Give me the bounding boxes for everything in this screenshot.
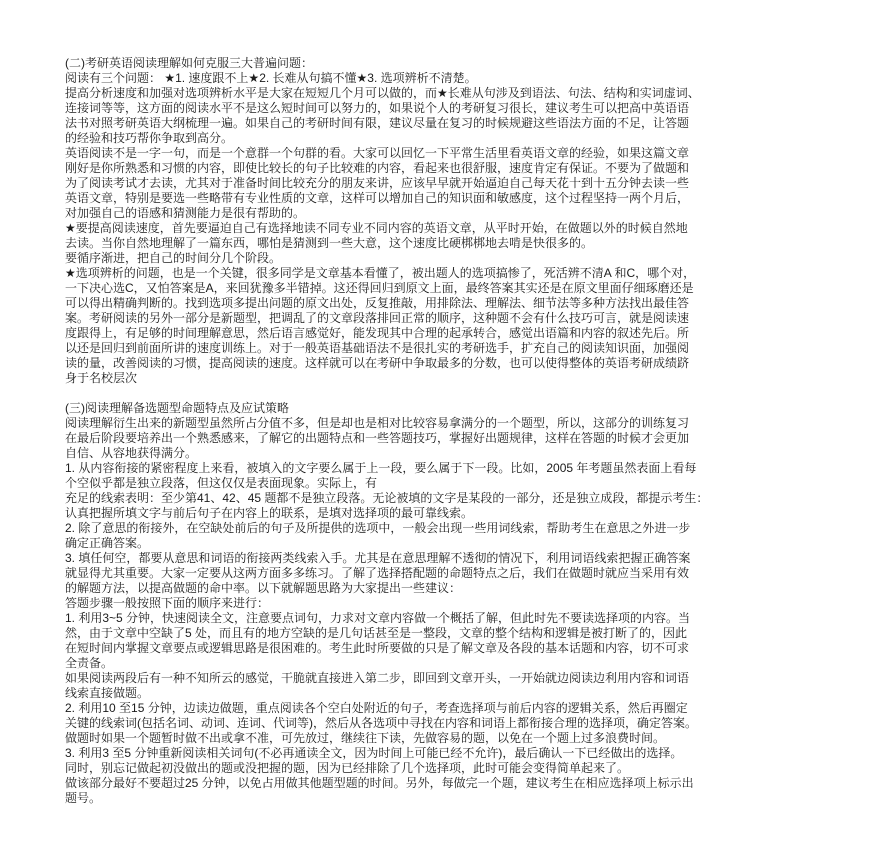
text-line: 就显得尤其重要。大家一定要从这两方面多多练习。了解了选择搭配题的命题特点之后，我们在做题时就应当采用有效 <box>65 566 690 580</box>
section-2-reading-problems <box>65 56 815 386</box>
text-line: 案。考研阅读的另外一部分是新题型，把调乱了的文章段落排回正常的顺序，这种题不会有什么技巧可言，就是阅读速 <box>65 311 690 325</box>
text-line: 题号。 <box>65 791 102 805</box>
text-line: 全责备。 <box>65 656 114 670</box>
text-line: (二)考研英语阅读理解如何克服三大普遍问题： <box>65 56 313 70</box>
text-line: 认真把握所填文字与前后句子在内容上的联系，是填对选择项的最可靠线索。 <box>65 506 474 520</box>
text-line: 去读。当你自然地理解了一篇东西，哪怕是猜测到一些大意，这个速度比硬梆梆地去啃是快很多的。 <box>65 236 594 250</box>
text-line: 可以得出精确判断的。找到选项多提出问题的原文出处，反复推敲，用排除法、理解法、细节法等多种方法找出最佳答 <box>65 296 690 310</box>
text-line: 3. 填任何空，都要从意思和词语的衔接两类线索入手。尤其是在意思理解不透彻的情况下，利用词语线索把握正确答案 <box>65 551 691 565</box>
text-line: 自信、从容地获得满分。 <box>65 446 198 460</box>
text-line: 连接词等等，这方面的阅读水平不是这么短时间可以努力的，如果说个人的考研复习很长，建议考生可以把高中英语语 <box>65 101 690 115</box>
text-line: 要循序渐进，把自己的时间分几个阶段。 <box>65 251 282 265</box>
text-line: 提高分析速度和加强对选项辨析水平是大家在短短几个月可以做的，而★长难从句涉及到语法、句法、结构和实词虚词、 <box>65 86 700 100</box>
text-line: 为了阅读考试才去读，尤其对于准备时间比较充分的朋友来讲，应该早早就开始逼迫自己每天花十到十五分钟去读一些 <box>65 176 690 190</box>
text-line: 3. 利用3 至5 分钟重新阅读相关词句(不必再通读全文，因为时间上可能已经不允许)，最后确认一下已经做出的选择。 <box>65 746 683 760</box>
text-line: 在短时间内掌握文章要点或逻辑思路是很困难的。考生此时所要做的只是了解文章及各段的基本话题和内容，切不可求 <box>65 641 690 655</box>
text-line: 度跟得上，有足够的时间理解意思，然后语言感觉好，能发现其中合理的起承转合，感觉出语篇和内容的叙述先后。所 <box>65 326 690 340</box>
text-line: 法书对照考研英语大纲梳理一遍。如果自己的考研时间有限，建议尽量在复习的时候规避这些语法方面的不足，让答题 <box>65 116 690 130</box>
text-line: 线索直接做题。 <box>65 686 150 700</box>
text-line: ★要提高阅读速度，首先要逼迫自己有选择地读不同专业不同内容的英语文章，从平时开始，在做题以外的时候自然地 <box>65 221 688 235</box>
text-line: ★选项辨析的问题，也是一个关键，很多同学是文章基本看懂了，被出题人的选项搞惨了，死活辨不清A 和C，哪个对， <box>65 266 696 280</box>
text-line: 阅读有三个问题： ★1. 速度跟不上★2. 长难从句搞不懂★3. 选项辨析不清楚。 <box>65 71 477 85</box>
text-line: 读的量，改善阅读的习惯，提高阅读的速度。这样就可以在考研中争取最多的分数，也可以使得整体的英语考研成绩跻 <box>65 356 690 370</box>
text-line: 以还是回归到前面所讲的速度训练上。对于一般英语基础语法不是很扎实的考研选手，扩充自己的阅读知识面，加强阅 <box>65 341 690 355</box>
text-line: 1. 利用3~5 分钟，快速阅读全文，注意要点词句，力求对文章内容做一个概括了解，但此时先不要读选择项的内容。当 <box>65 611 691 625</box>
text-line: 英语文章，特别是要选一些略带有专业性质的文章，这样可以增加自己的知识面和敏感度，这个过程坚持一两个月后， <box>65 191 690 205</box>
text-line: 如果阅读两段后有一种不知所云的感觉，干脆就直接进入第二步，即回到文章开头，一开始就边阅读边利用内容和词语 <box>65 671 690 685</box>
text-line: 身于名校层次 <box>65 371 138 385</box>
text-line: 答题步骤一般按照下面的顺序来进行： <box>65 596 270 610</box>
document-body <box>65 56 815 806</box>
text-line: 个空似乎都是独立段落，但这仅仅是表面现象。实际上，有 <box>65 476 378 490</box>
text-line: 2. 利用10 至15 分钟，边读边做题，重点阅读各个空白处附近的句子，考查选择项与前后内容的逻辑关系，然后再圈定 <box>65 701 688 715</box>
text-line: 2. 除了意思的衔接外，在空缺处前后的句子及所提供的选项中，一般会出现一些用词线索，帮助考生在意思之外进一步 <box>65 521 691 535</box>
text-line: 刚好是你所熟悉和习惯的内容，即使比较长的句子比较难的内容，看起来也很舒服，速度肯定有保证。不要为了做题和 <box>65 161 690 175</box>
text-line: 确定正确答案。 <box>65 536 150 550</box>
text-line: 做题时如果一个题暂时做不出或拿不准，可先放过，继续往下读，先做容易的题，以免在一个题上过多浪费时间。 <box>65 731 666 745</box>
text-line: 一下决心选C，又怕答案是A，来回犹豫多半错掉。这还得回归到原文上面，最终答案其实还是在原文里面仔细琢磨还是 <box>65 281 694 295</box>
text-line: 同时，别忘记做起初没做出的题或没把握的题，因为已经排除了几个选择项，此时可能会变得简单起来了。 <box>65 761 630 775</box>
text-line: 关键的线索词(包括名词、动词、连词、代词等)，然后从各选项中寻找在内容和词语上都衔接合理的选择项，确定答案。 <box>65 716 697 730</box>
section-3-question-type-strategy <box>65 401 815 806</box>
text-line: 的解题方法，以提高做题的命中率。以下就解题思路为大家提出一些建议： <box>65 581 462 595</box>
text-line: 然，由于文章中空缺了5 处，而且有的地方空缺的是几句话甚至是一整段，文章的整个结构和逻辑是被打断了的，因此 <box>65 626 688 640</box>
text-line: 的经验和技巧帮你争取到高分。 <box>65 131 234 145</box>
text-line: 充足的线索表明：至少第41、42、45 题都不是独立段落。无论被填的文字是某段的一部分，还是独立成段，都提示考生： <box>65 491 709 505</box>
text-line: 英语阅读不是一字一句，而是一个意群一个句群的看。大家可以回忆一下平常生活里看英语文章的经验，如果这篇文章 <box>65 146 690 160</box>
text-line: 做该部分最好不要超过25 分钟，以免占用做其他题型题的时间。另外，每做完一个题，建议考生在相应选择项上标示出 <box>65 776 694 790</box>
text-line: 在最后阶段要培养出一个熟悉感来，了解它的出题特点和一些答题技巧，掌握好出题规律，这样在答题的时候才会更加 <box>65 431 690 445</box>
text-line: (三)阅读理解备选题型命题特点及应试策略 <box>65 401 289 415</box>
text-line: 阅读理解衍生出来的新题型虽然所占分值不多，但是却也是相对比较容易拿满分的一个题型，所以，这部分的训练复习 <box>65 416 690 430</box>
text-line: 1. 从内容衔接的紧密程度上来看，被填入的文字要么属于上一段，要么属于下一段。比如，2005 年考题虽然表面上看每 <box>65 461 697 475</box>
text-line: 对加强自己的语感和猜测能力是很有帮助的。 <box>65 206 306 220</box>
